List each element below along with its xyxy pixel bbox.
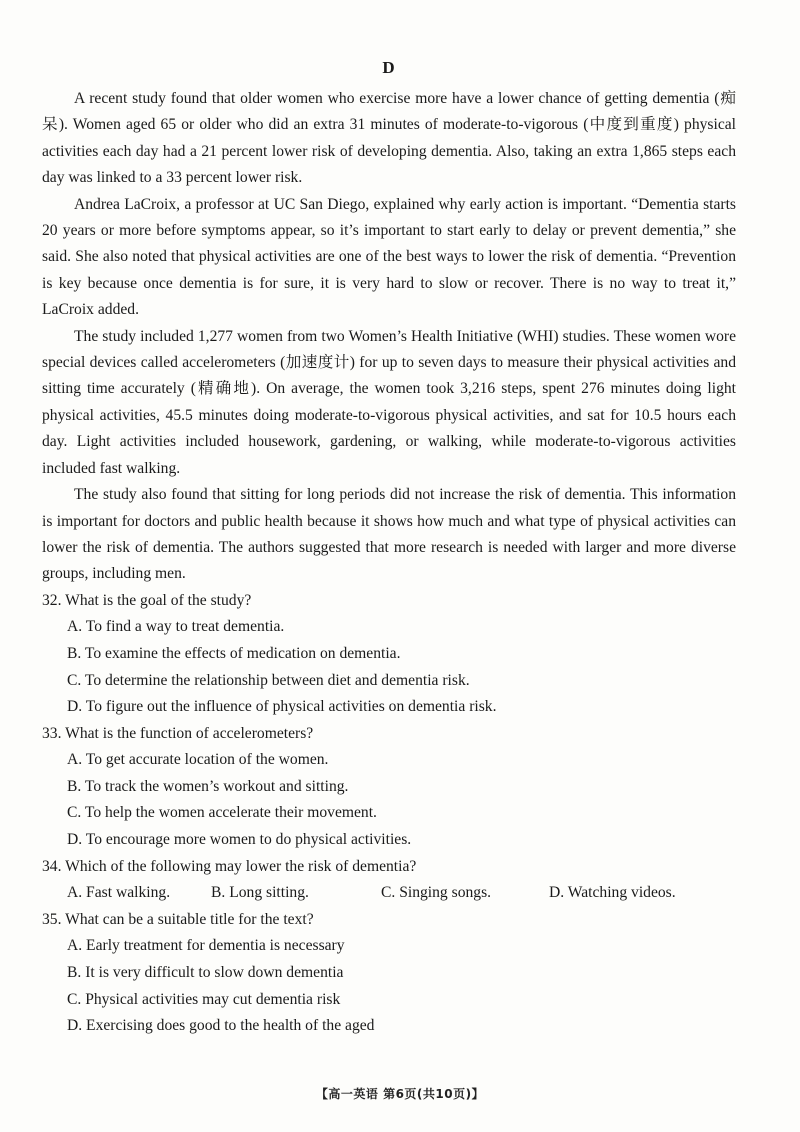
passage-paragraph-2: Andrea LaCroix, a professor at UC San Diego, explained why early action is important. “Dementia starts 20 years or more before symptoms appear, so it’s important to start early to delay or prevent dementia,” she said. She also noted that physical activities are one of the best ways to lower the risk of dementia. “Prevention is key because once dementia is for sure, it is very hard to slow or recover. There is no way to treat it,” LaCroix added. xyxy=(42,195,736,319)
question-stem: 32. What is the goal of the study? xyxy=(42,591,252,609)
option-b: B. Long sitting. xyxy=(211,884,309,902)
option-a: A. Early treatment for dementia is necessary xyxy=(67,937,345,955)
reading-passage xyxy=(42,86,736,588)
passage-paragraph-1: A recent study found that older women who exercise more have a lower chance of getting dementia (痴呆). Women aged 65 or older who did an extra 31 minutes of moderate-to-vigorous (中度到重度) physical activities each day had a 21 percent lower risk of developing dementia. Also, taking an extra 1,865 steps each day was linked to a 33 percent lower risk. xyxy=(42,90,736,187)
option-c: C. Physical activities may cut dementia risk xyxy=(67,990,341,1008)
page-footer: 【高一英语 第6页(共10页)】 xyxy=(315,1087,485,1101)
option-c: C. Singing songs. xyxy=(381,884,492,902)
section-letter: D xyxy=(382,58,396,77)
option-b: B. It is very difficult to slow down dementia xyxy=(67,964,344,982)
option-c: C. To help the women accelerate their movement. xyxy=(67,804,377,822)
option-d: D. To figure out the influence of physical activities on dementia risk. xyxy=(67,698,497,716)
question-stem: 34. Which of the following may lower the risk of dementia? xyxy=(42,857,417,875)
question-34 xyxy=(42,854,736,907)
question-33 xyxy=(42,721,736,854)
question-32 xyxy=(42,588,736,721)
passage-paragraph-4: The study also found that sitting for long periods did not increase the risk of dementia. This information is important for doctors and public health because it shows how much and what type of physical activities can lower the risk of dementia. The authors suggested that more research is needed with larger and more diverse groups, including men. xyxy=(42,486,736,583)
question-stem: 33. What is the function of accelerometers? xyxy=(42,724,314,742)
option-a: A. To get accurate location of the women. xyxy=(67,751,329,769)
option-c: C. To determine the relationship between diet and dementia risk. xyxy=(67,671,470,689)
question-list xyxy=(42,588,736,1040)
question-35 xyxy=(42,907,736,1040)
option-b: B. To examine the effects of medication on dementia. xyxy=(67,644,401,662)
option-d: D. Watching videos. xyxy=(549,884,676,902)
option-a: A. Fast walking. xyxy=(67,884,171,902)
option-d: D. To encourage more women to do physical activities. xyxy=(67,831,412,849)
question-stem: 35. What can be a suitable title for the text? xyxy=(42,910,314,928)
inline-options xyxy=(42,880,736,907)
option-a: A. To find a way to treat dementia. xyxy=(67,618,285,636)
option-d: D. Exercising does good to the health of the aged xyxy=(67,1017,375,1035)
passage-paragraph-3: The study included 1,277 women from two Women’s Health Initiative (WHI) studies. These women wore special devices called accelerometers (加速度计) for up to seven days to measure their physical activities and sitting time accurately (精确地). On average, the women took 3,216 steps, spent 276 minutes doing light physical activities, 45.5 minutes doing moderate-to-vigorous physical activities, and sat for 10.5 hours each day. Light activities included housework, gardening, or walking, while moderate-to-vigorous activities included fast walking. xyxy=(42,327,736,477)
option-b: B. To track the women’s workout and sitting. xyxy=(67,777,349,795)
